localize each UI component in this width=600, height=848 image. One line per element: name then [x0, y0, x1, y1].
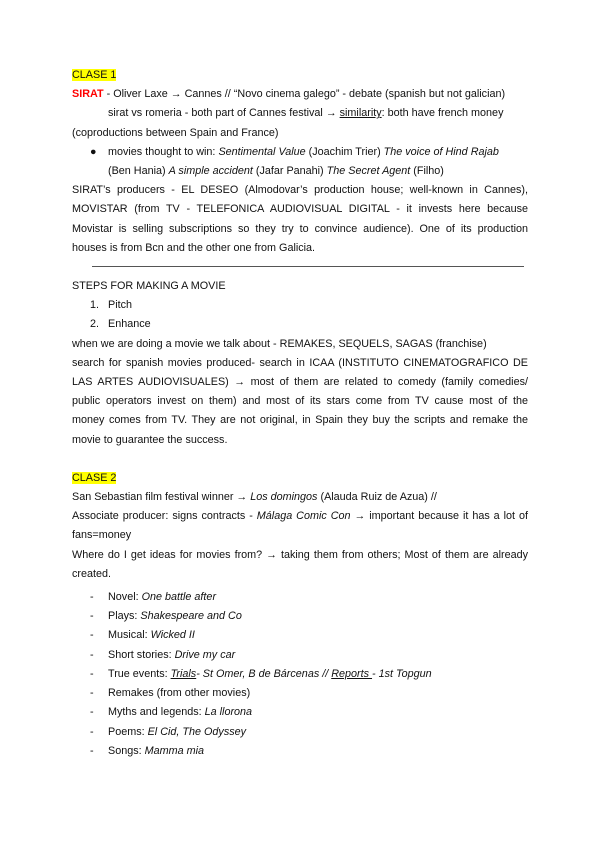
list-item: - Remakes (from other movies) [72, 684, 528, 703]
dash-icon: - [90, 687, 94, 700]
bullet-movies-win: ● movies thought to win: Sentimental Value (Joachim Trier) The voice of Hind Rajab [72, 143, 528, 162]
clase2-heading: CLASE 2 [72, 471, 117, 484]
fans-money-line: fans=money [72, 529, 132, 542]
dash-icon: - [90, 610, 94, 623]
sirat-line: SIRAT - Oliver Laxe → Cannes // “Novo cinema galego” - debate (spanish but not galician) [72, 88, 506, 101]
dash-icon: - [90, 591, 94, 604]
sirat-romeria-line: sirat vs romeria - both part of Cannes festival → similarity: both have french money [108, 107, 504, 120]
steps-text-1: when we are doing a movie we talk about - REMAKES, SEQUELS, SAGAS (franchise) [72, 337, 487, 350]
steps-text-5: money comes from TV. They are not original, in Spain they buy the scripts and remake the [72, 414, 528, 427]
document-page [72, 66, 528, 761]
list-item: - Short stories: Drive my car [72, 646, 528, 665]
bullet-movies-win-cont: (Ben Hania) A simple accident (Jafar Panahi) The Secret Agent (Filho) [108, 165, 444, 178]
list-item: - Myths and legends: La llorona [72, 703, 528, 722]
dash-icon: - [90, 648, 94, 661]
step-item: 1. Pitch [90, 299, 133, 312]
producers-line-2: MOVISTAR (from TV - TELEFONICA AUDIOVISUAL DIGITAL - it invests here because [72, 203, 528, 216]
producers-line-4: houses is from Bcn and the other one from Galicia. [72, 241, 316, 254]
step-item: 2. Enhance [90, 318, 151, 331]
steps-text-3: LAS ARTES AUDIOVISUALES) → most of them are related to comedy (family comedies/ [72, 376, 528, 389]
bullet-icon: ● [90, 145, 97, 158]
steps-heading: STEPS FOR MAKING A MOVIE [72, 280, 226, 293]
producers-line-1: SIRAT’s producers - EL DESEO (Almodovar’s production house; well-known in Cannes), [72, 184, 528, 197]
producers-line-3: Movistar is selling subscriptions so they try to convince audience). One of its production [72, 222, 528, 235]
list-item: - Plays: Shakespeare and Co [72, 607, 528, 626]
list-item: - Musical: Wicked II [72, 626, 528, 645]
dash-icon: - [90, 706, 94, 719]
list-item: - Novel: One battle after [72, 588, 528, 607]
ideas-question-line: Where do I get ideas for movies from? → taking them from others; Most of them are already [72, 548, 528, 561]
list-item: - Songs: Mamma mia [72, 742, 528, 761]
horizontal-divider [92, 266, 524, 267]
steps-text-6: movie to guarantee the success. [72, 433, 228, 446]
festival-winner-line: San Sebastian film festival winner → Los domingos (Alauda Ruiz de Azua) // [72, 491, 437, 504]
associate-producer-line: Associate producer: signs contracts - Málaga Comic Con → important because it has a lot of [72, 510, 529, 523]
list-item: - True events: Trials- St Omer, B de Bárcenas // Reports - 1st Topgun [72, 665, 528, 684]
steps-text-4: public operators invest on them) and most of its stars come from TV cause most of the [72, 395, 528, 408]
list-item: - Poems: El Cid, The Odyssey [72, 723, 528, 742]
created-line: created. [72, 567, 112, 580]
sirat-label: SIRAT [72, 88, 104, 101]
dash-icon: - [90, 629, 94, 642]
dash-icon: - [90, 744, 94, 757]
dash-icon: - [90, 725, 94, 738]
clase1-heading: CLASE 1 [72, 69, 117, 81]
coproductions-line: (coproductions between Spain and France) [72, 126, 279, 139]
steps-text-2: search for spanish movies produced- search in ICAA (INSTITUTO CINEMATOGRAFICO DE [72, 356, 528, 369]
dash-icon: - [90, 667, 94, 680]
